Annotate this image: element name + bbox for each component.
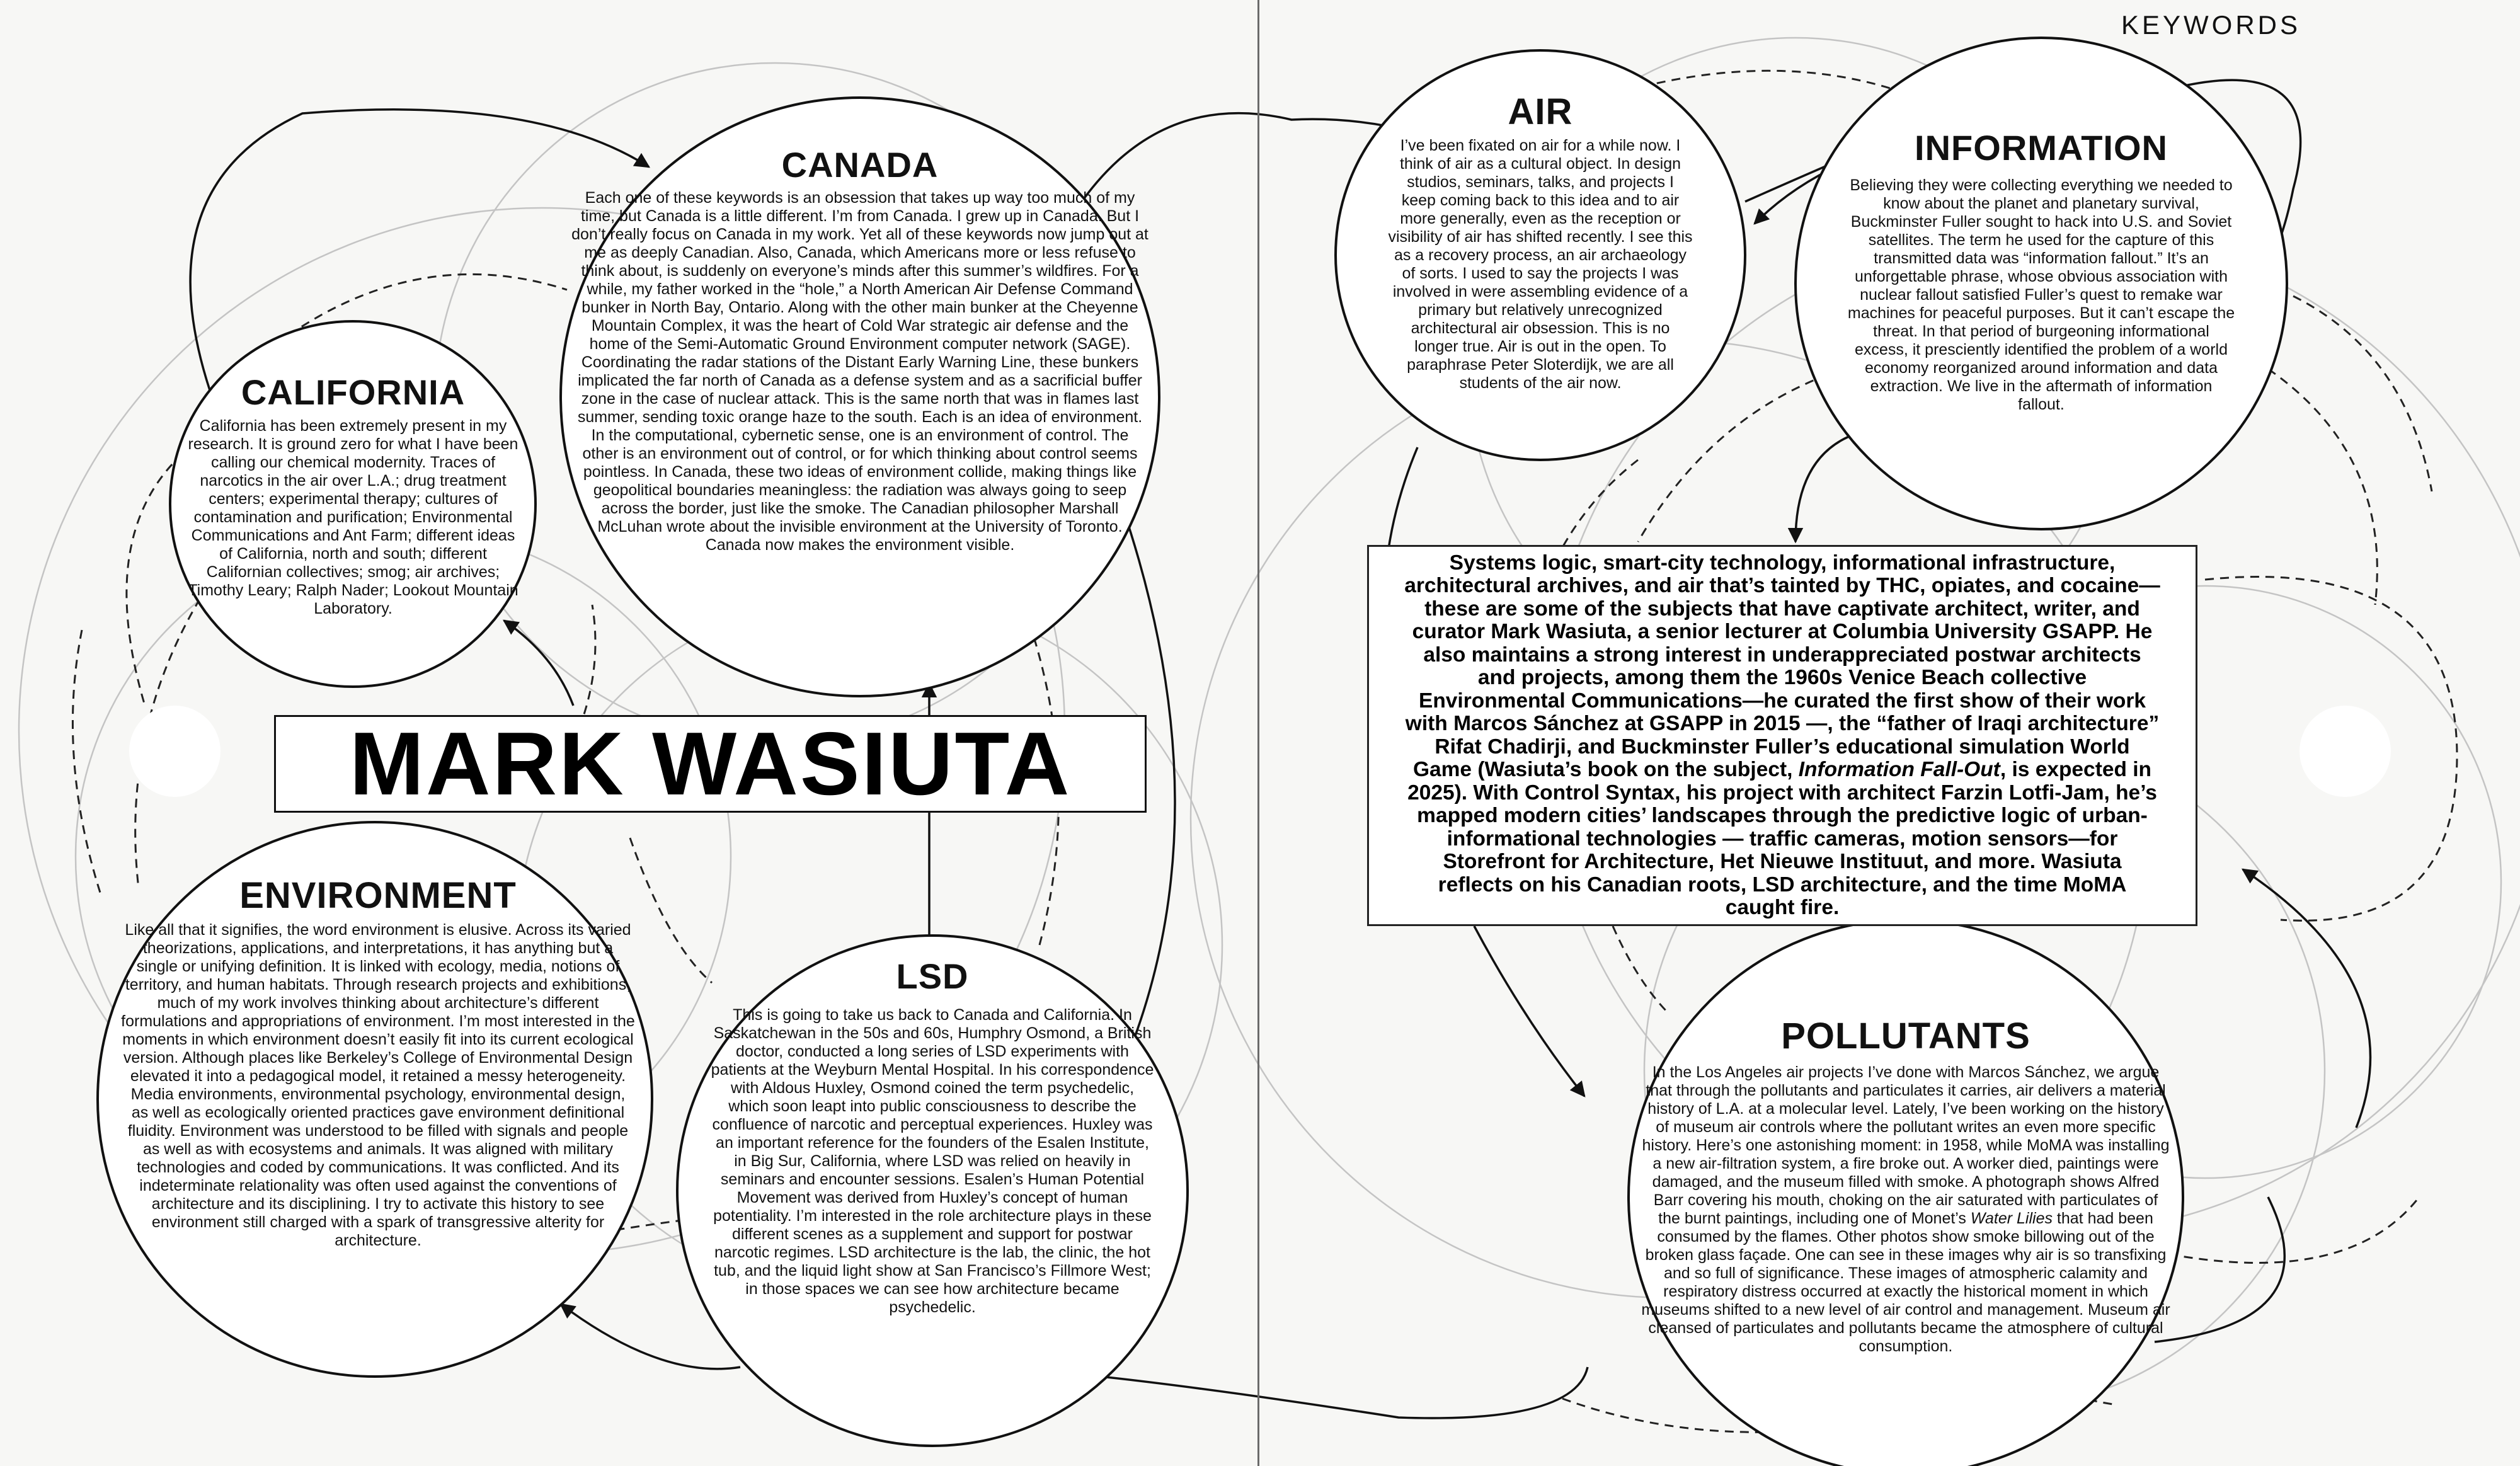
bio-text <box>1404 552 2160 920</box>
bio-part-2: , is expected in 2025). With Control Syntax, his project with architect Farzin Lotfi-Jam, he’s mapped modern cities’ landscapes through the predictive logic of urban-informational technologies — traffic cameras, motion sensors—for Storefront for Architecture, Het Nieuwe Instituut, and more. Wasiuta reflects on his Canadian roots, LSD architecture, and the time MoMA caught fire. <box>1407 758 2157 919</box>
air-text: I’ve been fixated on air for a while now. I think of air as a cultural object. In design studios, seminars, talks, and projects I keep coming back to this idea and to air more generally, even as the reception or visibility of air has shifted recently. I see this as a recovery process, an air archaeology of sorts. I used to say the projects I was involved in were assembling evidence of a primary but relatively unrecognized architectural air obsession. This is no longer true. Air is out in the open. To paraphrase Peter Sloterdijk, we are all students of the air now. <box>1388 137 1693 392</box>
subject-name: MARK WASIUTA <box>349 713 1072 814</box>
california-text: California has been extremely present in my research. It is ground zero for what I have been calling our chemical modernity. Traces of narcotics in the air over L.A.; drug treatment centers; experimental therapy; cultures of contamination and purification; Environmental Communications and Ant Farm; different ideas of California, north and south; different Californian collectives; smog; air archives; Timothy Leary; Ralph Nader; Lookout Mountain Laboratory. <box>188 417 518 617</box>
pollutants-title: POLLUTANTS <box>1781 1016 2030 1057</box>
california-title: CALIFORNIA <box>241 372 466 412</box>
book-title: Information Fall-Out <box>1798 758 2000 781</box>
pollutants-text-before: In the Los Angeles air projects I’ve done with Marcos Sánchez, we argue that through the pollutants and particulates it carries, air delivers a material history of L.A. at a molecular level. Lately, I’ve been working on the history of museum air controls where the pollutant writes an even more specific history. Here’s one astonishing moment: in 1958, while MoMA was installing a new air-filtration system, a fire broke out. A worker died, paintings were damaged, and the museum filled with smoke. A photograph shows Alfred Barr covering his mouth, choking on the air saturated with particulates of the burnt paintings, including one of Monet’s <box>1642 1063 2170 1227</box>
pollutants-text <box>1629 1063 2183 1356</box>
left-page-marker <box>129 706 220 797</box>
lsd-keyword <box>706 954 1159 1317</box>
air-keyword <box>1383 91 1698 392</box>
right-page-marker <box>2300 706 2391 797</box>
keywords-header: KEYWORDS <box>2121 10 2301 40</box>
lsd-title: LSD <box>896 956 969 996</box>
artwork-title: Water Lilies <box>1970 1210 2053 1227</box>
information-title: INFORMATION <box>1915 128 2168 168</box>
pollutants-keyword <box>1629 1014 2183 1356</box>
pollutants-text-after: that had been consumed by the flames. Other photos show smoke billowing out of the broken glass façade. One can see in these images why air is so transfixing and so full of significance. These images of atmospheric calamity and respiratory distress occurred at exactly the historical moment in which museums shifted to a new level of air control and management. Museum air cleansed of particulates and pollutants became the atmosphere of cultural consumption. <box>1641 1210 2170 1355</box>
california-keyword <box>175 372 531 618</box>
environment-title: ENVIRONMENT <box>239 875 517 916</box>
bio-box <box>1367 545 2197 926</box>
name-box <box>274 715 1147 813</box>
bio-part-1: Systems logic, smart-city technology, informational infrastructure, architectural archives, and air that’s tainted by THC, opiates, and cocaine—these are some of the subjects that have captivate architect, writer, and curator Mark Wasiuta, a senior lecturer at Columbia University GSAPP. He also maintains a strong interest in underappreciated postwar architects and projects, among them the 1960s Venice Beach collective Environmental Communications—he curated the first show of their work with Marcos Sánchez at GSAPP in 2015 —, the “father of Iraqi architecture” Rifat Chadirji, and Buckminster Fuller’s educational simulation World Game (Wasiuta’s book on the subject, <box>1404 551 2160 781</box>
environment-keyword <box>113 876 643 1250</box>
canada-keyword <box>558 145 1162 554</box>
canada-text: Each one of these keywords is an obsession that takes up way too much of my time, but Canada is a little different. I’m from Canada. I grew up in Canada. But I don’t really focus on Canada in my work. Yet all of these keywords now jump out at me as deeply Canadian. Also, Canada, which Americans more or less refuse to think about, is suddenly on everyone’s minds after this summer’s wildfires. For a while, my father worked in the “hole,” a North American Air Defense Command bunker in North Bay, Ontario. Along with the other main bunker at the Cheyenne Mountain Complex, it was the heart of Cold War strategic air defense and the home of the Semi-Automatic Ground Environment computer network (SAGE). Coordinating the radar stations of the Distant Early Warning Line, these bunkers implicated the far north of Canada as a defense system and as a sacrificial buffer zone in the case of nuclear attack. This is the same north that was in flames last summer, sending toxic orange haze to the south. Each is an idea of environment. In the computational, cybernetic sense, one is an environment of control. The other is an environment out of control, or for which thinking about control seems pointless. In Canada, these two ideas of environment collide, making things like geopolitical boundaries meaningless: the radiation was always going to seep across the border, just like the smoke. The Canadian philosopher Marshall McLuhan wrote about the invisible environment at the University of Toronto. Canada now makes the environment visible. <box>571 189 1148 554</box>
canada-title: CANADA <box>781 145 939 185</box>
environment-text: Like all that it signifies, the word environment is elusive. Across its varied theorizations, applications, and interpretations, it has anything but a single or unifying definition. It is linked with ecology, media, notions of territory, and human habitats. Through research projects and exhibitions, much of my work involves thinking about architecture’s different formulations and appropriations of environment. I’m most interested in the moments in which environment doesn’t easily fit into its current ecological version. Although places like Berkeley’s College of Environmental Design elevated it into a pedagogical model, it retained a messy heterogeneity. Media environments, environmental psychology, environmental design, as well as ecologically oriented practices gave environment definitional fluidity. Environment was understood to be filled with signals and people as well as with ecosystems and animals. It was aligned with military technologies and coded by communications. It was conflicted. And its indeterminate relationality was often used against the conventions of architecture and its disciplining. I try to activate this history to see environment still charged with a spark of transgressive alterity for architecture. <box>121 921 635 1249</box>
information-keyword <box>1840 126 2243 414</box>
information-text: Believing they were collecting everything we needed to know about the planet and planetary survival, Buckminster Fuller sought to hack into U.S. and Soviet satellites. The term he used for the capture of this transmitted data was “information fallout.” It’s an unforgettable phrase, whose obvious association with nuclear fallout satisfied Fuller’s quest to remake war machines for peaceful purposes. But it can’t escape the threat. In that period of burgeoning informational excess, it presciently identified the problem of a world economy reorganized around information and data extraction. We live in the aftermath of information fallout. <box>1847 176 2235 413</box>
air-title: AIR <box>1508 91 1573 132</box>
page-gutter <box>1257 0 1259 1466</box>
lsd-text: This is going to take us back to Canada and California. In Saskatchewan in the 50s and 60s, Humphry Osmond, a British doctor, conducted a long series of LSD experiments with patients at the Weyburn Mental Hospital. In his correspondence with Aldous Huxley, Osmond coined the term psychedelic, which soon leapt into public consciousness to describe the confluence of narcotic and perceptual experiences. Huxley was an important reference for the founders of the Esalen Institute, in Big Sur, California, where LSD was relied on heavily in seminars and encounter sessions. Esalen’s Human Potential Movement was derived from Huxley’s concept of human potentiality. I’m interested in the role architecture plays in these different scenes as a supplement and support for postwar narcotic regimes. LSD architecture is the lab, the clinic, the hot tub, and the liquid light show at San Francisco’s Fillmore West; in those spaces we can see how architecture became psychedelic. <box>711 1006 1154 1316</box>
